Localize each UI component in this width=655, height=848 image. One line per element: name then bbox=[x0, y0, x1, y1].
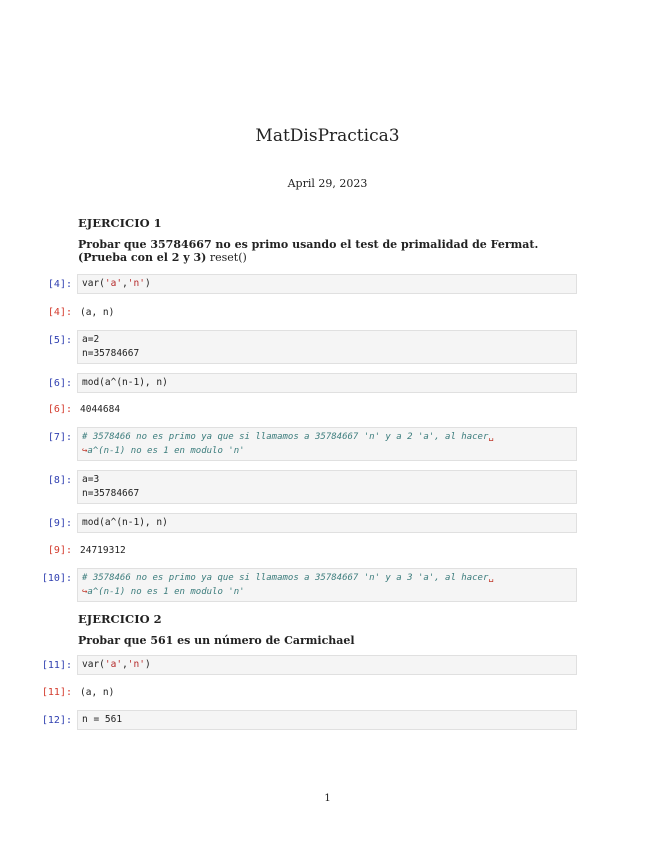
ejercicio-1-heading: EJERCICIO 1 bbox=[78, 216, 162, 230]
page-number: 1 bbox=[324, 793, 331, 804]
cell-6-in-prompt: [6]: bbox=[47, 378, 72, 389]
comment-line bbox=[82, 430, 572, 444]
comment-text: # 3578466 no es primo ya que si llamamos a 35784667 'n' y a 3 'a', al hacer bbox=[82, 573, 489, 583]
space-marker-icon: ␣ bbox=[488, 432, 494, 442]
comment-line bbox=[82, 444, 572, 458]
cell-9-in-prompt: [9]: bbox=[47, 518, 72, 529]
ejercicio-1-statement-bold: Probar que 35784667 no es primo usando el test de primalidad de Fermat. (Prueba con el 2 y 3) bbox=[78, 238, 539, 264]
cell-4-in-prompt: [4]: bbox=[47, 279, 72, 290]
cell-12-in-prompt: [12]: bbox=[41, 715, 72, 726]
line-wrap-icon: ↪ bbox=[82, 446, 88, 456]
cell-11-out-prompt: [11]: bbox=[41, 687, 72, 698]
ejercicio-1-statement-tail: reset() bbox=[209, 251, 247, 264]
code-cell-7[interactable] bbox=[77, 427, 577, 461]
code-cell-6[interactable]: mod(a^(n-1), n) bbox=[77, 373, 577, 393]
string-literal: 'a' bbox=[104, 278, 123, 289]
code-line: a=2 bbox=[82, 334, 100, 345]
cell-4-out-prompt: [4]: bbox=[47, 307, 72, 318]
ejercicio-2-statement: Probar que 561 es un número de Carmichael bbox=[78, 634, 355, 647]
code-cell-12[interactable]: n = 561 bbox=[77, 710, 577, 730]
document-title: MatDisPractica3 bbox=[255, 126, 400, 146]
cell-5-in-prompt: [5]: bbox=[47, 335, 72, 346]
cell-10-in-prompt: [10]: bbox=[41, 573, 72, 584]
code-text: var( bbox=[82, 659, 105, 670]
space-marker-icon: ␣ bbox=[488, 573, 494, 583]
line-wrap-icon: ↪ bbox=[82, 587, 88, 597]
comment-text: a^(n-1) no es 1 en modulo 'n' bbox=[87, 446, 245, 456]
code-line: n=35784667 bbox=[82, 488, 140, 499]
cell-8-in-prompt: [8]: bbox=[47, 475, 72, 486]
ejercicio-1-statement bbox=[78, 238, 580, 264]
string-literal: 'a' bbox=[104, 659, 123, 670]
comment-text: a^(n-1) no es 1 en modulo 'n' bbox=[87, 587, 245, 597]
cell-9-out-prompt: [9]: bbox=[47, 545, 72, 556]
string-literal: 'n' bbox=[127, 659, 145, 670]
comment-line bbox=[82, 585, 572, 599]
code-line: n=35784667 bbox=[82, 348, 140, 359]
code-line: a=3 bbox=[82, 474, 100, 485]
code-text: , bbox=[122, 278, 128, 289]
cell-11-output: (a, n) bbox=[80, 687, 115, 698]
cell-9-output: 24719312 bbox=[80, 545, 126, 556]
ejercicio-2-heading: EJERCICIO 2 bbox=[78, 612, 162, 626]
cell-4-output: (a, n) bbox=[80, 307, 115, 318]
cell-11-in-prompt: [11]: bbox=[41, 660, 72, 671]
comment-line bbox=[82, 571, 572, 585]
code-text: ) bbox=[144, 659, 151, 670]
document-date: April 29, 2023 bbox=[287, 177, 368, 190]
code-cell-5[interactable] bbox=[77, 330, 577, 364]
cell-6-output: 4044684 bbox=[80, 404, 121, 415]
cell-6-out-prompt: [6]: bbox=[47, 404, 72, 415]
cell-7-in-prompt: [7]: bbox=[47, 432, 72, 443]
code-cell-9[interactable]: mod(a^(n-1), n) bbox=[77, 513, 577, 533]
code-cell-4[interactable] bbox=[77, 274, 577, 294]
code-text: , bbox=[122, 659, 128, 670]
code-cell-8[interactable] bbox=[77, 470, 577, 504]
code-cell-10[interactable] bbox=[77, 568, 577, 602]
code-cell-11[interactable] bbox=[77, 655, 577, 675]
string-literal: 'n' bbox=[127, 278, 145, 289]
comment-text: # 3578466 no es primo ya que si llamamos a 35784667 'n' y a 2 'a', al hacer bbox=[82, 432, 489, 442]
code-text: ) bbox=[144, 278, 151, 289]
code-text: var( bbox=[82, 278, 105, 289]
